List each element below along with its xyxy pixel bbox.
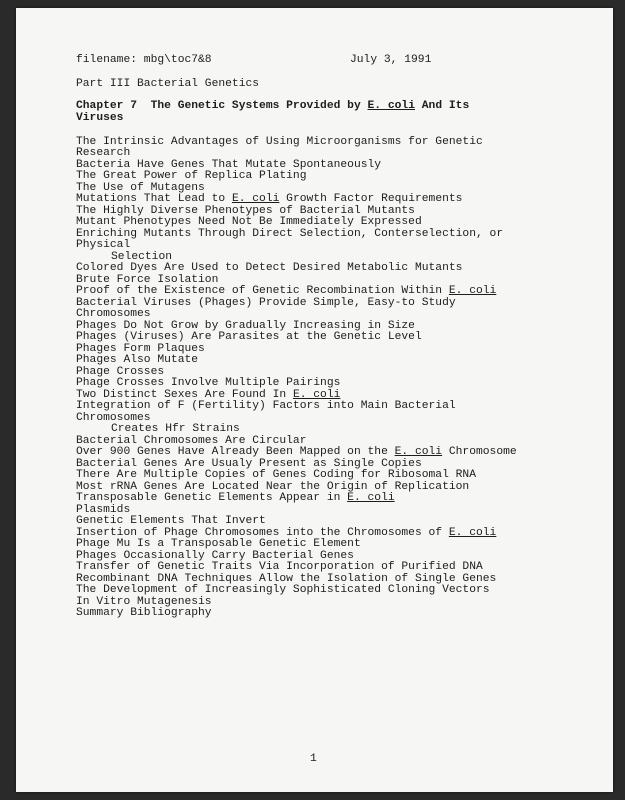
toc-entry: Phages Form Plaques [76, 342, 205, 355]
toc-entry: Genetic Elements That Invert [76, 515, 266, 527]
toc-entry: Creates Hfr Strains [111, 423, 240, 435]
toc-entry: In Vitro Mutagenesis [76, 595, 212, 608]
toc-entry: Research [76, 147, 131, 159]
toc-entry: Chromosomes [76, 411, 151, 424]
toc-entry: Mutant Phenotypes Need Not Be Immediately Expressed [76, 216, 422, 228]
toc-entry: Phages Also Mutate [76, 354, 199, 366]
toc-entry: Transposable Genetic Elements Appear in E. coli [76, 492, 395, 504]
toc-entry: Two Distinct Sexes Are Found In E. coli [76, 388, 341, 401]
toc-entry: Bacterial Chromosomes Are Circular [76, 434, 307, 447]
toc-entry: Bacteria Have Genes That Mutate Spontaneously [76, 158, 382, 171]
toc-entry: Bacterial Genes Are Usualy Present as Single Copies [76, 457, 422, 470]
toc-entry: Enriching Mutants Through Direct Selection, Conterselection, or [76, 227, 504, 240]
toc-entry: The Use of Mutagens [76, 181, 205, 194]
toc-entry: The Highly Diverse Phenotypes of Bacterial Mutants [76, 204, 415, 217]
toc-entry: Recombinant DNA Techniques Allow the Isolation of Single Genes [76, 572, 497, 585]
chapter-title-line-1: Chapter 7 The Genetic Systems Provided by E. coli And Its [76, 100, 470, 112]
toc-entry: Phage Mu Is a Transposable Genetic Element [76, 538, 361, 550]
toc-entry: Plasmids [76, 503, 131, 516]
toc-entry: Phages (Viruses) Are Parasites at the Genetic Level [76, 331, 422, 343]
chapter-title-line-2: Viruses [76, 112, 124, 124]
toc-entry: The Intrinsic Advantages of Using Microorganisms for Genetic [76, 136, 483, 148]
part-heading: Part III Bacterial Genetics [76, 78, 260, 90]
document-page [16, 8, 613, 792]
toc-entry: Over 900 Genes Have Already Been Mapped on the E. coli Chromosome [76, 446, 517, 458]
toc-entry: Proof of the Existence of Genetic Recombination Within E. coli [76, 285, 497, 297]
toc-entry: Brute Force Isolation [76, 273, 219, 286]
toc-entry: Phage Crosses [76, 365, 165, 378]
filename-line: filename: mbg\toc7&8 [76, 54, 212, 66]
toc-entry: Selection [111, 250, 173, 263]
toc-entry: The Development of Increasingly Sophisticated Cloning Vectors [76, 584, 490, 596]
toc-entry: Transfer of Genetic Traits Via Incorporation of Purified DNA [76, 561, 483, 573]
page-number: 1 [310, 753, 317, 765]
toc-entry: Phage Crosses Involve Multiple Pairings [76, 377, 341, 389]
toc-entry: Phages Occasionally Carry Bacterial Genes [76, 549, 354, 562]
toc-entry: Phages Do Not Grow by Gradually Increasing in Size [76, 319, 415, 332]
toc-entry: Integration of F (Fertility) Factors into Main Bacterial [76, 400, 456, 412]
toc-entry: Insertion of Phage Chromosomes into the Chromosomes of E. coli [76, 526, 497, 539]
toc-entry: Chromosomes [76, 308, 151, 320]
toc-entry: Most rRNA Genes Are Located Near the Origin of Replication [76, 480, 470, 493]
toc-entry: The Great Power of Replica Plating [76, 170, 307, 182]
toc-entry: Summary Bibliography [76, 607, 212, 619]
toc-entry: Colored Dyes Are Used to Detect Desired Metabolic Mutants [76, 262, 463, 274]
toc-entry: Bacterial Viruses (Phages) Provide Simple, Easy-to Study [76, 296, 456, 309]
toc-entry: Mutations That Lead to E. coli Growth Factor Requirements [76, 193, 463, 205]
toc-entry: Physical [76, 239, 131, 251]
document-date: July 3, 1991 [350, 54, 432, 66]
toc-entry: There Are Multiple Copies of Genes Coding for Ribosomal RNA [76, 469, 476, 481]
